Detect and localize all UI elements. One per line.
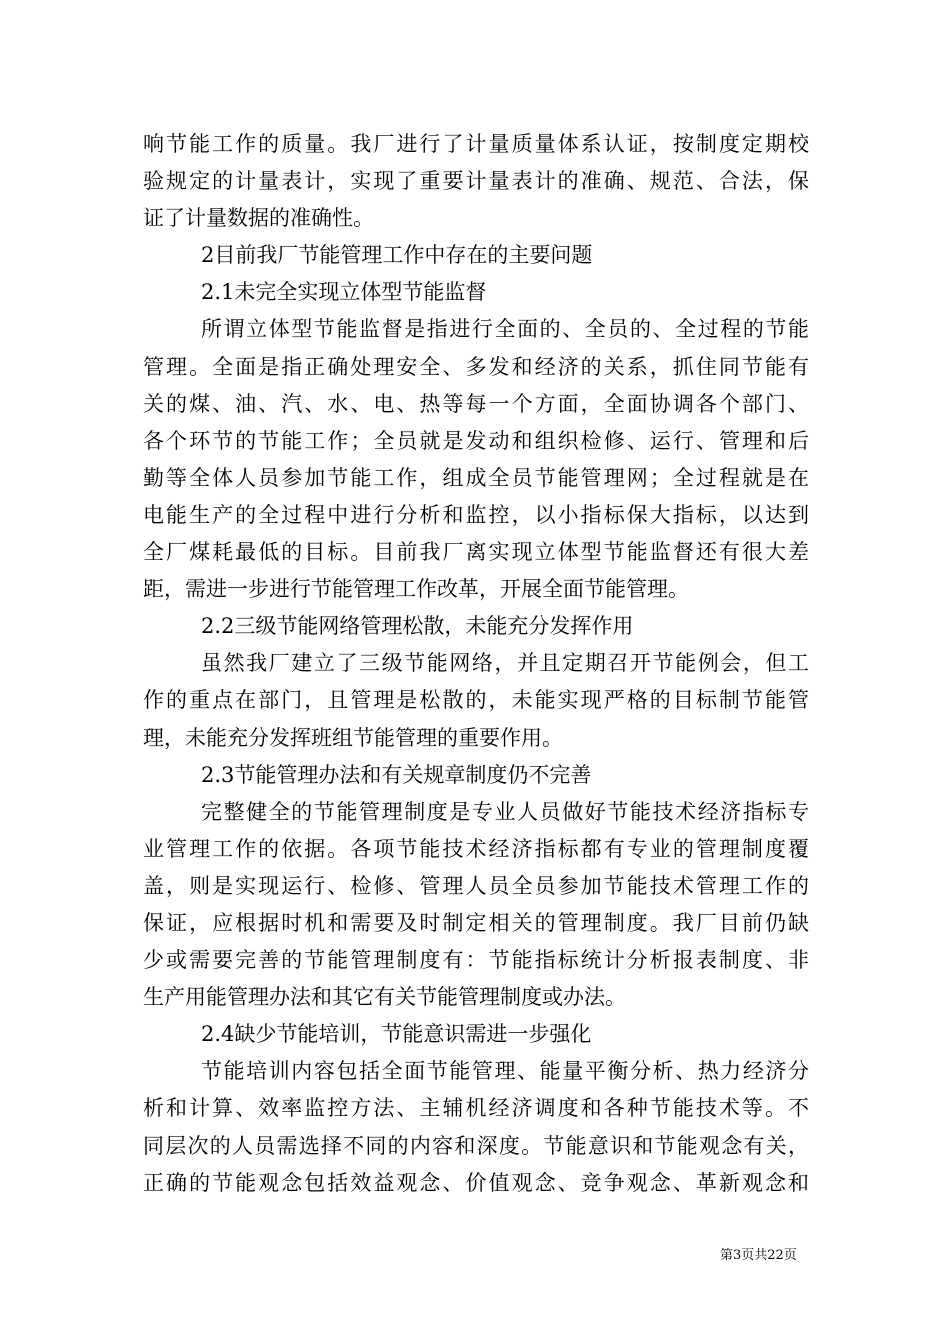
- text-line: 正确的节能观念包括效益观念、价值观念、竞争观念、革新观念和: [143, 1170, 809, 1195]
- text-line: 盖，则是实现运行、检修、管理人员全员参加节能技术管理工作的: [143, 873, 809, 898]
- text-line: 完整健全的节能管理制度是专业人员做好节能技术经济指标专: [201, 799, 809, 824]
- text-line: 同层次的人员需选择不同的内容和深度。节能意识和节能观念有关，: [143, 1133, 809, 1158]
- text-line: 距，需进一步进行节能管理工作改革，开展全面节能管理。: [143, 577, 689, 602]
- text-line: 电能生产的全过程中进行分析和监控，以小指标保大指标，以达到: [143, 502, 809, 527]
- text-line: 保证，应根据时机和需要及时制定相关的管理制度。我厂目前仍缺: [143, 910, 809, 935]
- text-line: 全厂煤耗最低的目标。目前我厂离实现立体型节能监督还有很大差: [143, 540, 809, 565]
- document-body: [143, 126, 809, 1202]
- text-line: 理，未能充分发挥班组节能管理的重要作用。: [143, 725, 563, 750]
- text-line: 响节能工作的质量。我厂进行了计量质量体系认证，按制度定期校: [143, 132, 809, 156]
- text-line: 证了计量数据的准确性。: [143, 206, 374, 231]
- section-heading: 2目前我厂节能管理工作中存在的主要问题: [201, 243, 593, 268]
- text-line: 勤等全体人员参加节能工作，组成全员节能管理网；全过程就是在: [143, 465, 809, 490]
- subsection-heading: 2.3节能管理办法和有关规章制度仍不完善: [201, 762, 592, 787]
- text-line: 少或需要完善的节能管理制度有：节能指标统计分析报表制度、非: [143, 948, 809, 973]
- subsection-heading: 2.2三级节能网络管理松散，未能充分发挥作用: [201, 614, 634, 639]
- text-line: 管理。全面是指正确处理安全、多发和经济的关系，抓住同节能有: [143, 354, 809, 379]
- text-line: 生产用能管理办法和其它有关节能管理制度或办法。: [143, 985, 626, 1010]
- text-line: 各个环节的节能工作；全员就是发动和组织检修、运行、管理和后: [143, 428, 809, 453]
- text-line: 验规定的计量表计，实现了重要计量表计的准确、规范、合法，保: [143, 169, 809, 194]
- text-line: 所谓立体型节能监督是指进行全面的、全员的、全过程的节能: [201, 317, 809, 342]
- text-line: 关的煤、油、汽、水、电、热等每一个方面，全面协调各个部门、: [143, 391, 809, 416]
- text-line: 节能培训内容包括全面节能管理、能量平衡分析、热力经济分: [201, 1059, 809, 1084]
- subsection-heading: 2.1未完全实现立体型节能监督: [201, 280, 487, 305]
- text-line: 析和计算、效率监控方法、主辅机经济调度和各种节能技术等。不: [143, 1096, 809, 1121]
- text-line: 业管理工作的依据。各项节能技术经济指标都有专业的管理制度覆: [143, 836, 809, 861]
- text-line: 虽然我厂建立了三级节能网络，并且定期召开节能例会，但工: [201, 651, 809, 676]
- text-line: 作的重点在部门，且管理是松散的，未能实现严格的目标制节能管: [143, 688, 809, 713]
- subsection-heading: 2.4缺少节能培训，节能意识需进一步强化: [201, 1022, 592, 1047]
- page-number: 第3页共22页: [720, 1248, 797, 1263]
